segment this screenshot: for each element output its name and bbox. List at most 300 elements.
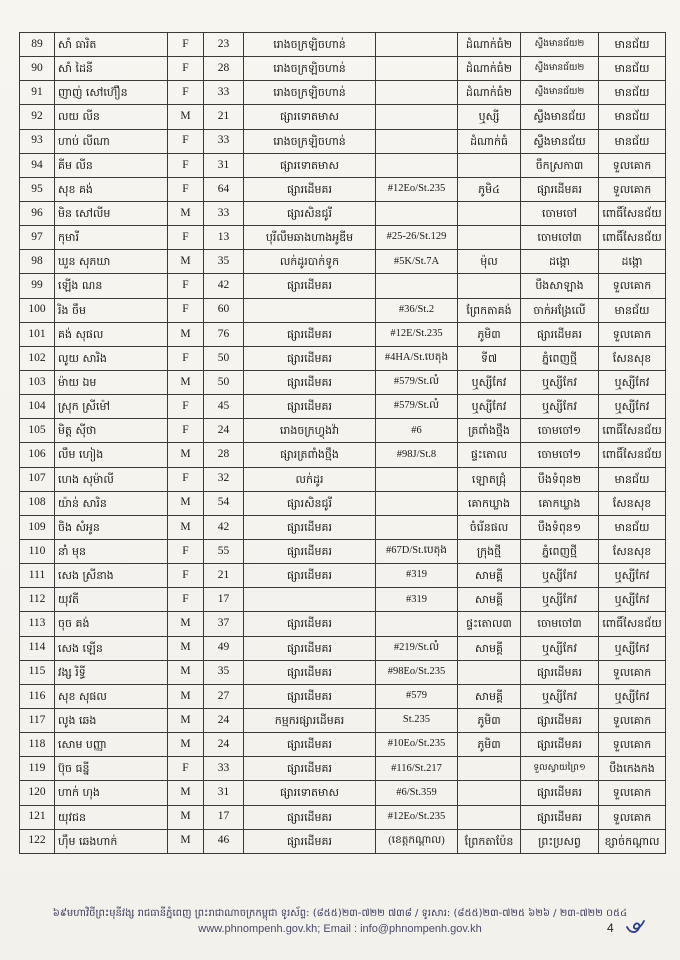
patient-commune: ចោមចៅ — [521, 201, 599, 225]
patient-house-street: #319 — [376, 588, 458, 612]
patient-commune: ចាក់អង្រែលើ — [521, 298, 599, 322]
patient-house-street: #25-26/St.129 — [376, 226, 458, 250]
patient-district: មានជ័យ — [599, 57, 666, 81]
patient-house-street: #579 — [376, 684, 458, 708]
patient-commune: ស្ទឹងមានជ័យ២ — [521, 33, 599, 57]
patient-house-street: St.235 — [376, 708, 458, 732]
patient-occupation — [244, 588, 376, 612]
patient-house-street — [376, 153, 458, 177]
patient-name: ហ៊ឹម ឆេងហាក់ — [55, 829, 168, 853]
patient-name: យ៉ាន់ សារិន — [55, 491, 168, 515]
patient-name: ហាប់ លីណា — [55, 129, 168, 153]
table-row — [20, 733, 666, 757]
table-row — [20, 660, 666, 684]
patient-house-street — [376, 274, 458, 298]
patient-age: 45 — [204, 395, 244, 419]
patient-village: សាមគ្គី — [458, 684, 521, 708]
table-row — [20, 564, 666, 588]
patient-occupation: ផ្សារដើមគរ — [244, 274, 376, 298]
patient-table — [19, 32, 666, 854]
row-number: 104 — [20, 395, 55, 419]
patient-house-street: #67D/St.បេតុង — [376, 539, 458, 563]
table-row — [20, 515, 666, 539]
patient-sex: M — [168, 781, 204, 805]
patient-age: 32 — [204, 467, 244, 491]
patient-house-street: (ខេត្តកណ្តាល) — [376, 829, 458, 853]
patient-house-street — [376, 33, 458, 57]
patient-occupation: រោងចក្រឡិចហាន់ — [244, 57, 376, 81]
patient-name: គង់ សុផល — [55, 322, 168, 346]
patient-name: ស្រុក ស្រីម៉ៅ — [55, 395, 168, 419]
patient-occupation: ផ្សារដើមគរ — [244, 660, 376, 684]
patient-occupation: រោងចក្រឡិចហាន់ — [244, 81, 376, 105]
patient-age: 24 — [204, 419, 244, 443]
patient-commune: ឬស្សីកែវ — [521, 370, 599, 394]
patient-district: ឬស្សីកែវ — [599, 588, 666, 612]
row-number: 110 — [20, 539, 55, 563]
patient-name: ចុច គង់ — [55, 612, 168, 636]
patient-village: ព្រែកតាប៉ែន — [458, 829, 521, 853]
patient-district: ទួលគោក — [599, 781, 666, 805]
patient-sex: F — [168, 467, 204, 491]
patient-age: 55 — [204, 539, 244, 563]
patient-name: យុវតី — [55, 588, 168, 612]
patient-commune: ចោមចៅ១ — [521, 419, 599, 443]
patient-sex: M — [168, 250, 204, 274]
patient-age: 76 — [204, 322, 244, 346]
patient-occupation: ផ្សារដើមគរ — [244, 684, 376, 708]
patient-commune: ផ្សារដើមគរ — [521, 177, 599, 201]
patient-age: 21 — [204, 564, 244, 588]
patient-district: ទួលគោក — [599, 660, 666, 684]
patient-sex: M — [168, 491, 204, 515]
patient-district: ឬស្សីកែវ — [599, 395, 666, 419]
table-row — [20, 419, 666, 443]
row-number: 122 — [20, 829, 55, 853]
patient-sex: F — [168, 81, 204, 105]
patient-commune: ស្ទឹងមានជ័យ — [521, 105, 599, 129]
patient-house-street — [376, 81, 458, 105]
row-number: 100 — [20, 298, 55, 322]
row-number: 116 — [20, 684, 55, 708]
patient-occupation: រោងចក្រឡិចហាន់ — [244, 129, 376, 153]
patient-house-street: #5K/St.7A — [376, 250, 458, 274]
patient-commune: ឬស្សីកែវ — [521, 588, 599, 612]
page-number: 4 — [607, 921, 614, 935]
patient-house-street: #10Eo/St.235 — [376, 733, 458, 757]
patient-commune: ឬស្សីកែវ — [521, 636, 599, 660]
patient-district: ទួលគោក — [599, 274, 666, 298]
patient-age: 27 — [204, 684, 244, 708]
patient-age: 46 — [204, 829, 244, 853]
patient-village — [458, 805, 521, 829]
patient-sex: M — [168, 515, 204, 539]
patient-village: ឡោតជ្រុំ — [458, 467, 521, 491]
patient-name: លឹម ហៀង — [55, 443, 168, 467]
patient-sex: M — [168, 829, 204, 853]
patient-house-street: #116/St.217 — [376, 757, 458, 781]
patient-village: ភូមិ៤ — [458, 177, 521, 201]
patient-name: យុវជន — [55, 805, 168, 829]
patient-name: លូយ សារិង — [55, 346, 168, 370]
patient-district: ពោធិ៍សែនជ័យ — [599, 419, 666, 443]
patient-name: កុមារី — [55, 226, 168, 250]
patient-commune: ចោមចៅ៣ — [521, 612, 599, 636]
patient-house-street: #98J/St.8 — [376, 443, 458, 467]
row-number: 109 — [20, 515, 55, 539]
patient-age: 33 — [204, 201, 244, 225]
row-number: 90 — [20, 57, 55, 81]
patient-house-street — [376, 491, 458, 515]
patient-name: ហាក់ ហុង — [55, 781, 168, 805]
patient-district: ពោធិ៍សែនជ័យ — [599, 443, 666, 467]
patient-village: ក្រុងថ្មី — [458, 539, 521, 563]
row-number: 108 — [20, 491, 55, 515]
patient-village: ចំរើនផល — [458, 515, 521, 539]
table-row — [20, 684, 666, 708]
table-row — [20, 153, 666, 177]
row-number: 102 — [20, 346, 55, 370]
patient-sex: M — [168, 322, 204, 346]
patient-occupation: ផ្សារដើមគរ — [244, 829, 376, 853]
table-row — [20, 105, 666, 129]
patient-occupation: ផ្សារដើមគរ — [244, 395, 376, 419]
patient-commune: ភ្នំពេញថ្មី — [521, 346, 599, 370]
patient-house-street: #36/St.2 — [376, 298, 458, 322]
patient-district: ពោធិ៍សែនជ័យ — [599, 612, 666, 636]
patient-name: ប៊ុច ធន្នី — [55, 757, 168, 781]
row-number: 115 — [20, 660, 55, 684]
patient-village: ដំណាក់ធំ — [458, 129, 521, 153]
patient-house-street: #98Eo/St.235 — [376, 660, 458, 684]
patient-name: ឡើង ណន — [55, 274, 168, 298]
patient-commune: ផ្សារដើមគរ — [521, 805, 599, 829]
table-body — [20, 33, 666, 854]
table-row — [20, 370, 666, 394]
footer-web-email: www.phnompenh.gov.kh; Email : info@phnompenh.gov.kh — [198, 923, 482, 935]
patient-district: ដង្កោ — [599, 250, 666, 274]
patient-district: សែនសុខ — [599, 539, 666, 563]
patient-house-street: #319 — [376, 564, 458, 588]
patient-name: ម៉ាយ ឯម — [55, 370, 168, 394]
patient-occupation: ផ្សារដើមគរ — [244, 636, 376, 660]
patient-sex: F — [168, 395, 204, 419]
row-number: 113 — [20, 612, 55, 636]
patient-occupation: ផ្សារសិនជូរី — [244, 491, 376, 515]
patient-village — [458, 226, 521, 250]
patient-sex: F — [168, 177, 204, 201]
patient-commune: ចោមចៅ៣ — [521, 226, 599, 250]
patient-house-street: #579/St.លំ — [376, 370, 458, 394]
patient-village: ផ្ទះតោល — [458, 443, 521, 467]
patient-house-street: #579/St.លំ — [376, 395, 458, 419]
patient-name: លយ លីន — [55, 105, 168, 129]
patient-sex: F — [168, 564, 204, 588]
patient-district: ទួលគោក — [599, 708, 666, 732]
row-number: 92 — [20, 105, 55, 129]
patient-age: 28 — [204, 57, 244, 81]
patient-sex: F — [168, 57, 204, 81]
patient-sex: M — [168, 805, 204, 829]
patient-district: ពោធិ៍សែនជ័យ — [599, 226, 666, 250]
patient-house-street: #6/St.359 — [376, 781, 458, 805]
patient-occupation: ផ្សារដើមគរ — [244, 564, 376, 588]
patient-sex: F — [168, 298, 204, 322]
patient-district: ខ្សាច់កណ្តាល — [599, 829, 666, 853]
patient-district: ឬស្សីកែវ — [599, 684, 666, 708]
patient-sex: F — [168, 33, 204, 57]
row-number: 118 — [20, 733, 55, 757]
patient-occupation: កម្មករផ្សារដើមគរ — [244, 708, 376, 732]
patient-commune: ផ្សារដើមគរ — [521, 781, 599, 805]
patient-commune: បឹងទំពុន២ — [521, 467, 599, 491]
patient-house-street — [376, 515, 458, 539]
patient-district: មានជ័យ — [599, 129, 666, 153]
row-number: 112 — [20, 588, 55, 612]
patient-age: 49 — [204, 636, 244, 660]
patient-village: ម៉ុល — [458, 250, 521, 274]
patient-house-street: #12E/St.235 — [376, 322, 458, 346]
patient-village — [458, 660, 521, 684]
patient-occupation: ផ្សារដើមគរ — [244, 805, 376, 829]
patient-commune: ស្ទឹងមានជ័យ២ — [521, 57, 599, 81]
patient-district: សែនសុខ — [599, 346, 666, 370]
patient-commune: ឬស្សីកែវ — [521, 395, 599, 419]
patient-sex: F — [168, 757, 204, 781]
patient-commune: ទួលស្វាយព្រៃ១ — [521, 757, 599, 781]
row-number: 106 — [20, 443, 55, 467]
table-row — [20, 226, 666, 250]
row-number: 105 — [20, 419, 55, 443]
patient-commune: ផ្សារដើមគរ — [521, 660, 599, 684]
patient-occupation: ផ្សារដើមគរ — [244, 177, 376, 201]
table-row — [20, 322, 666, 346]
patient-commune: ឬស្សីកែវ — [521, 684, 599, 708]
patient-district: ទួលគោក — [599, 733, 666, 757]
patient-district: មានជ័យ — [599, 298, 666, 322]
patient-district: ទួលគោក — [599, 153, 666, 177]
table-row — [20, 129, 666, 153]
patient-district: មានជ័យ — [599, 467, 666, 491]
patient-name: ឃួន សុភឃា — [55, 250, 168, 274]
patient-occupation: ផ្សារទោតមាស — [244, 153, 376, 177]
patient-commune: ភ្នំពេញថ្មី — [521, 539, 599, 563]
patient-age: 35 — [204, 660, 244, 684]
patient-village: ដំណាក់ធំ២ — [458, 33, 521, 57]
patient-sex: F — [168, 588, 204, 612]
patient-commune: ផ្សារដើមគរ — [521, 322, 599, 346]
patient-occupation: ផ្សារដើមគរ — [244, 346, 376, 370]
patient-village — [458, 781, 521, 805]
patient-village — [458, 153, 521, 177]
patient-age: 23 — [204, 33, 244, 57]
row-number: 107 — [20, 467, 55, 491]
patient-occupation: ផ្សារដើមគរ — [244, 539, 376, 563]
patient-age: 33 — [204, 81, 244, 105]
patient-village: សាមគ្គី — [458, 564, 521, 588]
row-number: 99 — [20, 274, 55, 298]
table-row — [20, 274, 666, 298]
patient-sex: F — [168, 346, 204, 370]
patient-age: 31 — [204, 781, 244, 805]
patient-commune: ដង្កោ — [521, 250, 599, 274]
table-row — [20, 636, 666, 660]
patient-age: 17 — [204, 805, 244, 829]
patient-sex: M — [168, 636, 204, 660]
row-number: 95 — [20, 177, 55, 201]
patient-name: វង្ស រិទ្ធី — [55, 660, 168, 684]
table-row — [20, 395, 666, 419]
patient-village — [458, 757, 521, 781]
patient-house-street: #12Eo/St.235 — [376, 805, 458, 829]
patient-sex: M — [168, 612, 204, 636]
patient-name: ចិង សំអូន — [55, 515, 168, 539]
table-row — [20, 33, 666, 57]
patient-age: 37 — [204, 612, 244, 636]
row-number: 101 — [20, 322, 55, 346]
patient-village: គោកឃ្លាង — [458, 491, 521, 515]
patient-sex: M — [168, 708, 204, 732]
patient-age: 42 — [204, 274, 244, 298]
patient-house-street — [376, 57, 458, 81]
patient-sex: M — [168, 733, 204, 757]
row-number: 91 — [20, 81, 55, 105]
patient-name: នាំ មុន — [55, 539, 168, 563]
patient-house-street: #6 — [376, 419, 458, 443]
patient-age: 31 — [204, 153, 244, 177]
table-row — [20, 612, 666, 636]
patient-age: 13 — [204, 226, 244, 250]
table-row — [20, 298, 666, 322]
patient-occupation: ផ្សារដើមគរ — [244, 733, 376, 757]
patient-district: ឬស្សីកែវ — [599, 370, 666, 394]
table-row — [20, 708, 666, 732]
patient-occupation: ផ្សារដើមគរ — [244, 370, 376, 394]
patient-age: 64 — [204, 177, 244, 201]
patient-sex: F — [168, 419, 204, 443]
row-number: 96 — [20, 201, 55, 225]
patient-commune: ស្ទឹងមានជ័យ — [521, 129, 599, 153]
patient-commune: ស្ទឹងមានជ័យ២ — [521, 81, 599, 105]
table-row — [20, 346, 666, 370]
patient-district: ឬស្សីកែវ — [599, 636, 666, 660]
patient-house-street — [376, 105, 458, 129]
patient-district: ឬស្សីកែវ — [599, 564, 666, 588]
table-row — [20, 443, 666, 467]
patient-district: ទួលគោក — [599, 177, 666, 201]
row-number: 120 — [20, 781, 55, 805]
patient-name: សេង ឡើន — [55, 636, 168, 660]
patient-occupation: ផ្សារទោតមាស — [244, 105, 376, 129]
patient-district: បឹងកេងកង — [599, 757, 666, 781]
patient-village: ដំណាក់ធំ២ — [458, 81, 521, 105]
patient-village — [458, 274, 521, 298]
footer-address: ៦៩មហាវិថីព្រះមុនីវង្ស រាជធានីភ្នំពេញ ព្រះរាជាណាចក្រកម្ពុជា ទូរស័ព្ទ: (៨៥៥)២៣-៧២២ ៧៣៨ / ទូរសារ: (៨៥៥)២៣-៧២៥ ៦២៦ / ២៣-៧២២ ០៥៤ — [52, 908, 628, 919]
patient-age: 60 — [204, 298, 244, 322]
patient-district: ពោធិ៍សែនជ័យ — [599, 201, 666, 225]
patient-occupation: បុរីលឹមឆាងហាងអូឌីម — [244, 226, 376, 250]
table-row — [20, 829, 666, 853]
row-number: 98 — [20, 250, 55, 274]
patient-age: 24 — [204, 733, 244, 757]
patient-sex: M — [168, 201, 204, 225]
patient-house-street: #12Eo/St.235 — [376, 177, 458, 201]
patient-sex: F — [168, 274, 204, 298]
patient-occupation: ផ្សារត្រពាំងថ្មឹង — [244, 443, 376, 467]
patient-occupation: លក់ដូរបាក់ទូក — [244, 250, 376, 274]
patient-district: មានជ័យ — [599, 515, 666, 539]
patient-village: ផ្ទះតោល៣ — [458, 612, 521, 636]
patient-commune: បឹងសាឡាង — [521, 274, 599, 298]
patient-house-street: #4HA/St.បេតុង — [376, 346, 458, 370]
patient-commune: ឬស្សីកែវ — [521, 564, 599, 588]
patient-occupation: ផ្សារដើមគរ — [244, 322, 376, 346]
patient-age: 42 — [204, 515, 244, 539]
patient-village: ដំណាក់ធំ២ — [458, 57, 521, 81]
patient-district: ទួលគោក — [599, 805, 666, 829]
patient-name: ហេង សុម៉ាលី — [55, 467, 168, 491]
patient-age: 21 — [204, 105, 244, 129]
patient-village: សាមគ្គី — [458, 636, 521, 660]
patient-age: 17 — [204, 588, 244, 612]
patient-commune: ផ្សារដើមគរ — [521, 733, 599, 757]
patient-village: ត្រពាំងថ្មឹង — [458, 419, 521, 443]
table-row — [20, 757, 666, 781]
row-number: 103 — [20, 370, 55, 394]
patient-house-street — [376, 201, 458, 225]
patient-sex: M — [168, 443, 204, 467]
patient-village: ទី៧ — [458, 346, 521, 370]
patient-house-street — [376, 467, 458, 491]
patient-name: សាំ ធារិត — [55, 33, 168, 57]
patient-district: មានជ័យ — [599, 81, 666, 105]
patient-age: 50 — [204, 370, 244, 394]
patient-occupation: រោងចក្រហ្វុងវ៉ា — [244, 419, 376, 443]
patient-sex: F — [168, 153, 204, 177]
patient-occupation: ផ្សារដើមគរ — [244, 612, 376, 636]
patient-sex: F — [168, 539, 204, 563]
patient-district: ទួលគោក — [599, 322, 666, 346]
patient-sex: F — [168, 129, 204, 153]
patient-commune: បឹងទំពុន១ — [521, 515, 599, 539]
table-row — [20, 491, 666, 515]
patient-name: សាំ ដៃនី — [55, 57, 168, 81]
patient-village: ឬស្សី — [458, 105, 521, 129]
patient-occupation: ផ្សារសិនជូរី — [244, 201, 376, 225]
table-row — [20, 588, 666, 612]
patient-village: ឬស្សីកែវ — [458, 370, 521, 394]
table-row — [20, 81, 666, 105]
patient-name: មិន សៅលីម — [55, 201, 168, 225]
patient-age: 33 — [204, 757, 244, 781]
row-number: 89 — [20, 33, 55, 57]
patient-commune: គោកឃ្លាង — [521, 491, 599, 515]
table-row — [20, 177, 666, 201]
patient-village: ឬស្សីកែវ — [458, 395, 521, 419]
patient-occupation — [244, 298, 376, 322]
row-number: 117 — [20, 708, 55, 732]
patient-name: សុខ សុផល — [55, 684, 168, 708]
patient-sex: M — [168, 370, 204, 394]
patient-occupation: ផ្សារដើមគរ — [244, 757, 376, 781]
patient-sex: F — [168, 226, 204, 250]
row-number: 97 — [20, 226, 55, 250]
table-row — [20, 201, 666, 225]
patient-name: ញាញ់ សៅហ៊ឿន — [55, 81, 168, 105]
patient-village — [458, 201, 521, 225]
patient-house-street — [376, 612, 458, 636]
patient-name: រិង ចឹម — [55, 298, 168, 322]
